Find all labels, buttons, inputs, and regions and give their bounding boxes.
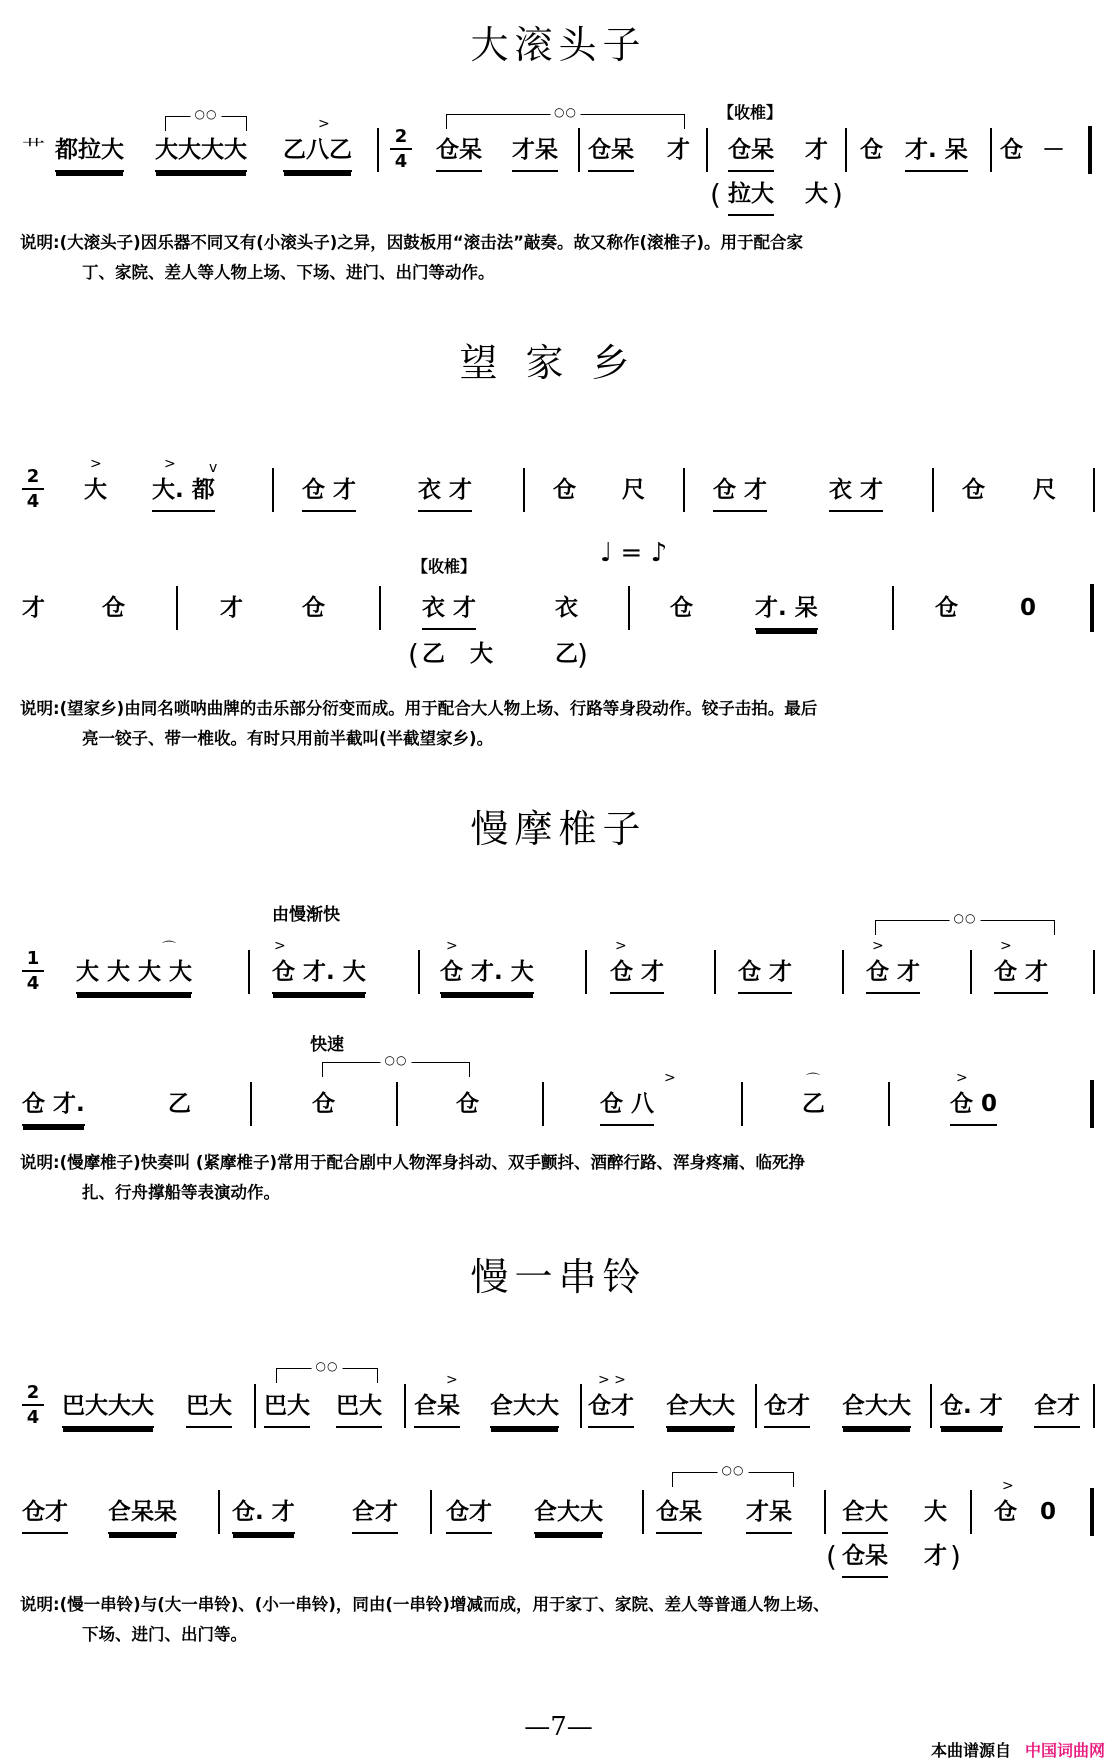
note: 0: [1040, 1499, 1057, 1525]
note: 乙: [555, 641, 578, 667]
page-number: —7—: [524, 1712, 593, 1742]
note-group: 大 大 大 大: [76, 958, 192, 994]
accent-mark: >: [318, 116, 330, 132]
explanation-3: 说明:(慢摩椎子)快奏叫 (紧摩椎子)常用于配合剧中人物浑身抖动、双手颤抖、酒醉行路、浑身疼痛、临死挣 扎、行舟撑船等表演动作。: [20, 1153, 806, 1202]
section-title-4: 慢一串铃: [470, 1255, 647, 1299]
barline: [714, 950, 716, 994]
barline: [842, 950, 844, 994]
note-group: 才. 呆: [905, 136, 968, 172]
paren-open: (: [826, 1540, 837, 1573]
note-group: 仓 0: [950, 1090, 997, 1126]
brand-link[interactable]: 中国词曲网: [1024, 1741, 1105, 1760]
score-row-4a: [0, 1359, 1117, 1452]
barline: [218, 1490, 220, 1534]
barline: [888, 1082, 890, 1126]
note: 仓: [553, 477, 576, 503]
accent-mark: >: [446, 1372, 458, 1388]
note: 仓: [312, 1091, 335, 1117]
score-row-3a: [0, 905, 1117, 1018]
section-title-1: 大滚头子: [470, 23, 647, 67]
note-group: 都拉大: [55, 136, 124, 172]
final-barline: [1090, 584, 1095, 632]
barline: [430, 1490, 432, 1534]
note-group: 仓才: [764, 1392, 810, 1428]
note-group: 乙八乙: [283, 136, 352, 172]
note-group: 仓 才: [738, 958, 792, 994]
note: 大: [924, 1499, 947, 1525]
note: 仓: [302, 595, 325, 621]
tie-bracket: ○○: [276, 1368, 378, 1383]
note-group: 巴大: [186, 1392, 232, 1428]
barline: [970, 950, 972, 994]
note-group: 仺大大: [490, 1392, 559, 1428]
note-group: 才呆: [746, 1498, 792, 1534]
note: 仓: [962, 477, 985, 503]
note: 才: [924, 1543, 947, 1569]
source-footer: [931, 1738, 1105, 1761]
note-group: 大. 都: [152, 476, 215, 512]
barline: [248, 950, 250, 994]
note: 乙: [168, 1091, 191, 1117]
score-row-3b: [0, 1035, 1117, 1150]
note-group: 才呆: [512, 136, 558, 172]
note-group: 仓呆: [656, 1498, 702, 1534]
note: 0: [1020, 595, 1037, 621]
free-meter-mark: 艹: [22, 137, 45, 163]
accent-mark: >: [164, 456, 176, 472]
tie-bracket: ○○: [165, 116, 247, 131]
note: 衣: [555, 595, 578, 621]
note-group: 仓 才.: [22, 1090, 85, 1126]
score-row-2a: [0, 456, 1117, 536]
barline: [1093, 950, 1095, 994]
note-group: 巴大大大: [62, 1392, 154, 1428]
accent-mark: >: [664, 1070, 676, 1086]
note-group: 仺大大: [666, 1392, 735, 1428]
tie-bracket: ○○: [446, 114, 685, 129]
barline: [404, 1384, 406, 1428]
barline: [1093, 468, 1095, 512]
note-group: 仓才: [446, 1498, 492, 1534]
note-group: 仓 才: [713, 476, 767, 512]
note-group: 仓. 才: [940, 1392, 1003, 1428]
note-group: 仺大大: [842, 1392, 911, 1428]
note-group: 仓. 才: [232, 1498, 295, 1534]
explanation-1: 说明:(大滚头子)因乐器不同又有(小滚头子)之异，因鼓板用“滚击法”敲奏。故又称作(滚椎子)。用于配合家 丁、家院、差人等人物上场、下场、进门、出门等动作。: [20, 233, 804, 282]
note-group: 仓 才: [610, 958, 664, 994]
note: 才: [220, 595, 243, 621]
barline: [272, 468, 274, 512]
paren-open: (: [710, 178, 721, 211]
note: 大: [805, 181, 828, 207]
note: 仓: [102, 595, 125, 621]
note: 仓: [994, 1499, 1017, 1525]
tempo-text: 由慢渐快: [272, 905, 340, 925]
source-text: 本曲谱源自: [930, 1741, 1011, 1760]
note-group: 仺呆呆: [108, 1498, 177, 1534]
final-barline: [1088, 126, 1093, 174]
accent-mark: >: [1002, 1478, 1014, 1494]
note-group: 仓 才. 大: [272, 958, 366, 994]
time-signature: $\frac{2}{4}$: [22, 1384, 44, 1427]
explanation-4: 说明:(慢一串铃)与(大一串铃)、(小一串铃)，同由(一串铃)增减而成，用于家丁、家院、差人等普通人物上场、 下场、进门、出门等。: [20, 1595, 830, 1644]
note-group: 仓呆: [842, 1542, 888, 1578]
accent-mark: >: [274, 938, 286, 954]
note-group: 仓 才: [302, 476, 356, 512]
barline: [580, 1384, 582, 1428]
note-group: 仓才: [22, 1498, 68, 1534]
barline: [379, 586, 381, 630]
paren-close: ): [577, 638, 588, 671]
note-group: 仓呆: [588, 136, 634, 172]
note: 仓: [456, 1091, 479, 1117]
note: 才: [805, 137, 828, 163]
accent-mark: >: [872, 938, 884, 954]
paren-close: ): [832, 178, 843, 211]
barline: [930, 1384, 932, 1428]
accent-mark: >: [1000, 938, 1012, 954]
note-group: 仓呆: [436, 136, 482, 172]
final-barline: [1090, 1488, 1095, 1536]
barline: [585, 950, 587, 994]
barline: [523, 468, 525, 512]
note-group: 仺大大: [534, 1498, 603, 1534]
note-group: 仺大: [842, 1498, 888, 1534]
note-group: 衣 才: [829, 476, 883, 512]
tempo-equivalence: ♩ = ♪: [600, 538, 668, 568]
note: 才: [22, 595, 45, 621]
final-barline: [1090, 1080, 1095, 1128]
explanation-2: 说明:(望家乡)由同名唢呐曲牌的击乐部分衍变而成。用于配合大人物上场、行路等身段动作。铰子击拍。最后 亮一铰子、带一椎收。有时只用前半截叫(半截望家乡)。: [20, 699, 818, 748]
note-group: 仺才: [1034, 1392, 1080, 1428]
note-group: 仺才: [352, 1498, 398, 1534]
note-group: 仓呆: [728, 136, 774, 172]
note: 仓: [935, 595, 958, 621]
note-group: 衣 才: [422, 594, 476, 630]
score-subrow-2: [0, 640, 1117, 700]
note-group: 仺呆: [414, 1392, 460, 1428]
barline: [628, 586, 630, 630]
note-group: 衣 才: [418, 476, 472, 512]
note: 尺: [1033, 477, 1056, 503]
section-title-3: 慢摩椎子: [470, 807, 647, 851]
time-signature: $\frac{2}{4}$: [390, 128, 412, 171]
barline: [254, 1384, 256, 1428]
note: 尺: [622, 477, 645, 503]
note-group: 仓 八: [600, 1090, 654, 1126]
barline: [377, 128, 379, 172]
barline: [418, 950, 420, 994]
note-group: 才. 呆: [755, 594, 818, 630]
time-signature: $\frac{1}{4}$: [22, 950, 44, 993]
barline: [741, 1082, 743, 1126]
note: 仓: [670, 595, 693, 621]
note-group: 仓 才: [866, 958, 920, 994]
note-group: 拉大: [728, 180, 774, 216]
barline: [845, 128, 847, 172]
note-group: 仓 才. 大: [440, 958, 534, 994]
note-group: 仓 才: [994, 958, 1048, 994]
barline: [892, 586, 894, 630]
section-title-2: 望家乡: [459, 341, 658, 385]
barline: [990, 128, 992, 172]
tie-bracket: ○○: [875, 920, 1055, 935]
barline: [932, 468, 934, 512]
note: 乙: [422, 641, 445, 667]
barline: [824, 1490, 826, 1534]
barline: [642, 1490, 644, 1534]
barline: [706, 128, 708, 172]
barline: [755, 1384, 757, 1428]
barline: [396, 1082, 398, 1126]
accent-mark: >: [446, 938, 458, 954]
dash: －: [1042, 137, 1065, 163]
tie-bracket: ○○: [322, 1062, 470, 1077]
note: 仓: [1000, 137, 1023, 163]
note-group: 巴大: [336, 1392, 382, 1428]
barline: [542, 1082, 544, 1126]
note: 乙: [802, 1091, 825, 1117]
time-signature: $\frac{2}{4}$: [22, 468, 44, 511]
note: 仓: [860, 137, 883, 163]
note-group: 巴大: [264, 1392, 310, 1428]
fermata-mark: ⌒: [162, 941, 176, 957]
tie-bracket: ○○: [672, 1472, 794, 1487]
section-label: 【收椎】: [412, 557, 477, 576]
note: 大: [470, 641, 493, 667]
accent-mark: >: [956, 1070, 968, 1086]
note-group: 仓才: [588, 1392, 634, 1428]
paren-open: (: [408, 638, 419, 671]
barline: [250, 1082, 252, 1126]
breath-mark: v: [209, 460, 218, 476]
paren-close: ): [950, 1540, 961, 1573]
accent-mark: >: [90, 456, 102, 472]
barline: [578, 128, 580, 172]
barline: [1093, 1384, 1095, 1428]
accent-mark: > >: [598, 1372, 626, 1388]
note-group: 大大大大: [155, 136, 247, 172]
tempo-text: 快速: [310, 1035, 344, 1055]
note: 大: [84, 477, 107, 503]
barline: [176, 586, 178, 630]
barline: [970, 1490, 972, 1534]
section-label: 【收椎】: [718, 103, 783, 122]
note: 才: [667, 137, 690, 163]
accent-mark: >: [615, 938, 627, 954]
barline: [683, 468, 685, 512]
fermata-mark: ⌒: [806, 1073, 820, 1089]
